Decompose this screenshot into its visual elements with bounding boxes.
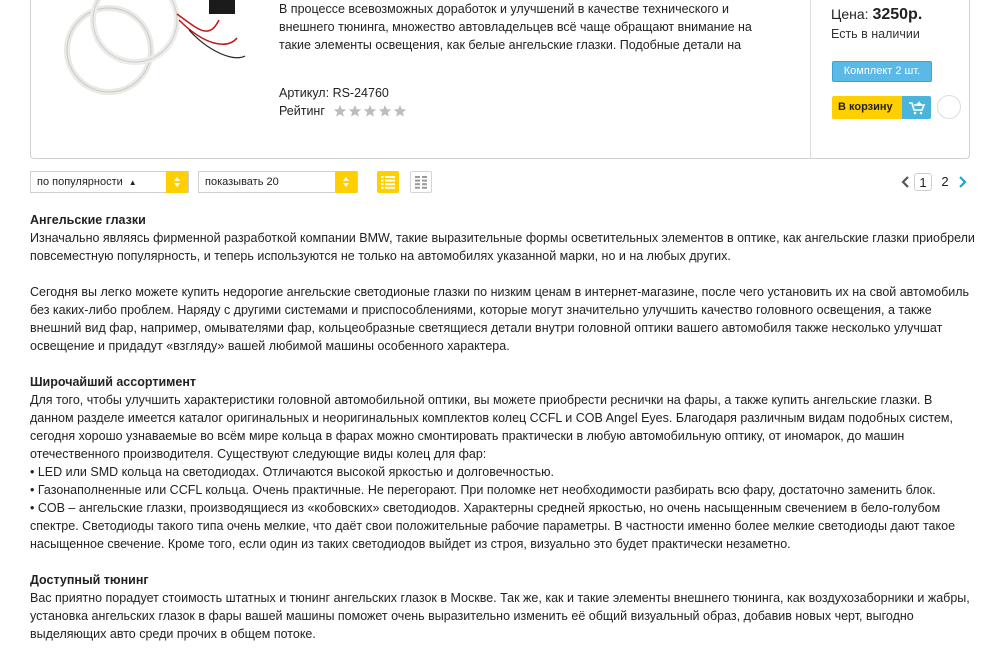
cart-button-label: В корзину [832,96,902,119]
product-card [30,0,970,159]
section-title: Доступный тюнинг [30,573,149,587]
paragraph: Для того, чтобы улучшить характеристики головной автомобильной оптики, вы можете приобрести реснички на фары, а также купить ангельские глазки. В данном разделе имеется каталог оригинальных и неоригинальных комплектов колец CCFL и COB Angel Eyes. Благодаря различным видам подобных систем, сегодня хорошо узнаваемые во всём мире кольца в фарах можно смонтировать практически в любую автомобильную оптику, от иномарок, до машин отечественного производителя. Существуют следующие виды колец для фар: [30,393,953,461]
section-title: Широчайший ассортимент [30,375,196,389]
cart-add-icon [902,96,931,119]
price-value: 3250р. [872,6,923,23]
star-icon[interactable] [333,104,347,118]
select-arrows-icon[interactable] [335,171,357,193]
select-arrows-icon[interactable] [166,171,188,193]
price-label: Цена: [831,6,869,22]
star-icon[interactable] [393,104,407,118]
prev-page-button[interactable] [898,172,912,192]
product-rating [279,104,407,118]
chevron-right-icon [959,176,967,188]
grid-view-icon [415,176,427,189]
list-view-button[interactable] [377,171,399,193]
sku-label: Артикул: [279,86,330,100]
add-to-cart-button[interactable] [832,96,931,119]
rating-stars[interactable] [333,104,407,118]
paragraph: Изначально являясь фирменной разработкой компании BMW, такие выразительные формы осветительных элементов в оптике, как ангельские глазки приобрели повсеместную популярность, и теперь используются не только на автомобилях указанной марки, но и на любых других. [30,231,975,263]
page-link-1[interactable]: 1 [914,173,932,191]
page-size-value: показывать 20 [205,176,279,188]
list-item: • LED или SMD кольца на светодиодах. Отличаются высокой яркостью и долговечностью. [30,465,554,479]
card-divider [810,0,811,159]
list-view-icon [381,176,395,189]
star-icon[interactable] [363,104,377,118]
star-icon[interactable] [378,104,392,118]
chevron-left-icon [901,176,909,188]
sort-select[interactable] [30,171,189,193]
sort-direction-icon: ▲ [128,178,137,187]
grid-view-button[interactable] [410,171,432,193]
next-page-button[interactable] [956,172,970,192]
page-link-2[interactable]: 2 [941,174,949,189]
page-size-select[interactable] [198,171,358,193]
paragraph: Вас приятно порадует стоимость штатных и тюнинг ангельских глазок в Москве. Так же, как и такие элементы внешнего тюнинга, как воздухозаборники и жабры, установка ангельских глазок в фары вашей машины поможет очень выразительно изменить её общий визуальный образ, добавив новых черт, выгодно выделяющих авто среди прочих в общем потоке. [30,591,970,641]
compare-toggle[interactable] [937,95,961,119]
section-title: Ангельские глазки [30,213,146,227]
product-description: В процессе всевозможных доработок и улучшений в качестве технического и внешнего тюнинга, множество автовладельцев всё чаще обращают внимание на такие элементы освещения, как белые ангельские глазки. Подобные детали на [279,2,752,52]
category-description [30,211,975,643]
rating-label: Рейтинг [279,104,325,118]
sku-value: RS-24760 [332,86,389,100]
sort-select-value: по популярности [37,176,123,188]
paragraph: Сегодня вы легко можете купить недорогие ангельские светодионые глазки по низким ценам в интернет-магазине, после чего установить их на свой автомобиль без каких-либо проблем. Наряду с другими системами и приспособлениями, которые могут значительно улучшить качество головного освещения, а также внешний вид фар, например, омывателями фар, кольцеобразные светящиеся детали внутри головной оптики вашего автомобиля также несколько улучшат освещение и придадут «взгляду» вашей любимой машины особенного характера. [30,285,970,353]
kit-button[interactable]: Комплект 2 шт. [832,61,932,82]
product-sku [279,86,389,100]
list-item: • Газонаполненные или CCFL кольца. Очень практичные. Не перегорают. При поломке нет необходимости разбирать всю фару, достаточно заменить блок. [30,483,936,497]
angel-eyes-rings-image [59,0,249,112]
price [831,6,922,24]
list-item: • COB – ангельские глазки, производящиеся из «кобовских» светодиодов. Характерны средней яркостью, но очень насыщенным свечением в бело-голубом спектре. Светодиоды такого типа очень мелкие, что даёт свои положительные рабочие параметры. В частности именно более мелкие светодиоды дают такое насыщенное свечение. Кроме того, если один из таких светодиодов выйдет из строя, визуально это будет практически незаметно. [30,501,956,551]
pagination [898,172,970,192]
product-image[interactable] [59,0,249,102]
stock-status: Есть в наличии [831,27,920,41]
star-icon[interactable] [348,104,362,118]
